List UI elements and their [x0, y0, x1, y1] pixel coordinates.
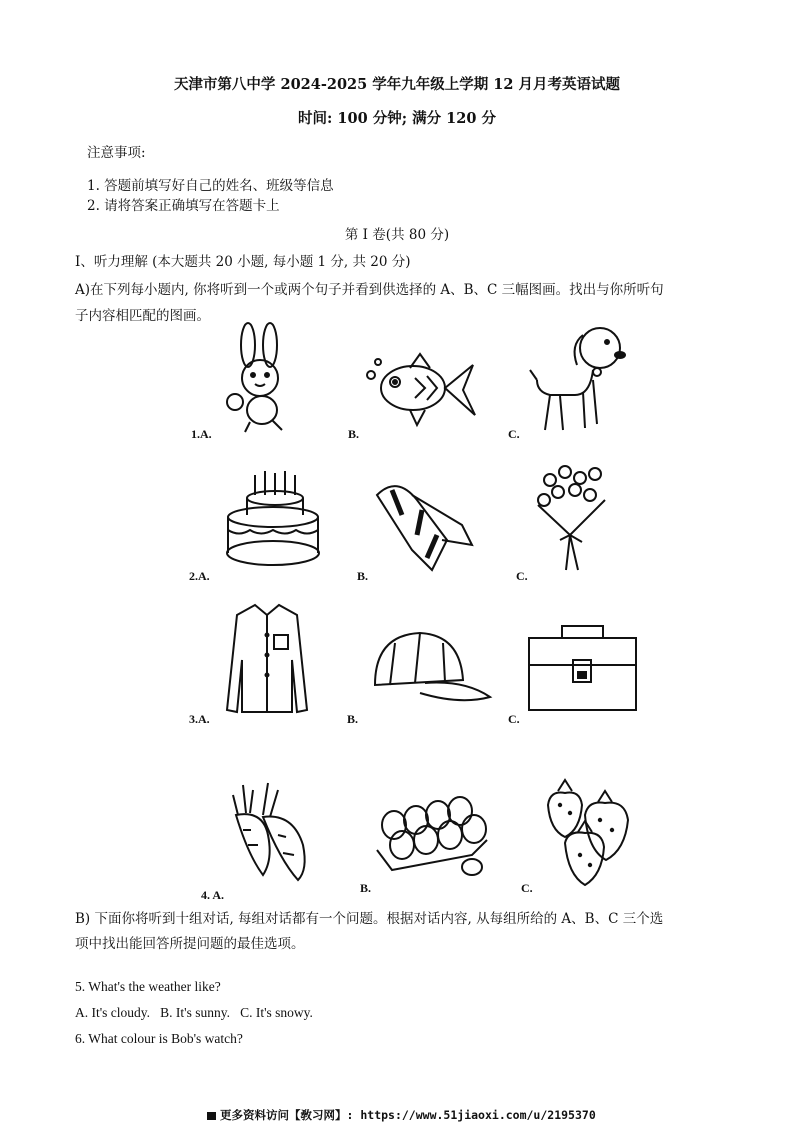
shirt-icon: [222, 600, 312, 715]
row2-label-b: B.: [357, 569, 369, 583]
fish-icon: [365, 350, 480, 430]
row3-label-a: 3.A.: [189, 712, 210, 726]
part-a-instruction-2: 子内容相匹配的图画。: [75, 308, 210, 324]
question-5-options: A. It's cloudy. B. It's sunny. C. It's snowy.: [75, 1005, 313, 1020]
birthday-cake-icon: [215, 465, 330, 570]
page-title: 天津市第八中学 2024-2025 学年九年级上学期 12 月月考英语试题: [173, 76, 621, 93]
row2-label-a: 2.A.: [189, 569, 210, 583]
section-heading: I、听力理解 (本大题共 20 小题, 每小题 1 分, 共 20 分): [75, 254, 411, 270]
part-b-instruction-2: 项中找出能回答所提问题的最佳选项。: [75, 936, 305, 952]
rabbit-icon: [220, 320, 300, 435]
row4-label-a: 4. A.: [201, 888, 225, 902]
footer-link[interactable]: 更多资料访问【敎习网】: https://www.51jiaoxi.com/u/2195370: [220, 1108, 596, 1122]
volume-heading: 第 I 卷(共 80 分): [344, 227, 450, 243]
row1-label-c: C.: [508, 427, 520, 441]
row4-label-b: B.: [360, 881, 372, 895]
notes-item-1: 1. 答题前填写好自己的姓名、班级等信息: [87, 178, 334, 194]
row4-label-c: C.: [521, 881, 533, 895]
notes-item-2: 2. 请将答案正确填写在答题卡上: [87, 198, 280, 214]
dog-icon: [525, 320, 640, 435]
row3-label-b: B.: [347, 712, 359, 726]
carrots-icon: [218, 775, 328, 885]
cap-icon: [365, 625, 495, 710]
row3-label-c: C.: [508, 712, 520, 726]
part-b-instruction-1: B) 下面你将听到十组对话, 每组对话都有一个问题。根据对话内容, 从每组所给的 A、B、C 三个选: [75, 911, 664, 927]
row2-label-c: C.: [516, 569, 528, 583]
flower-bouquet-icon: [530, 460, 620, 575]
question-6: 6. What colour is Bob's watch?: [75, 1031, 243, 1046]
part-a-instruction-1: A)在下列每小题内, 你将听到一个或两个句子并看到供选择的 A、B、C 三幅图画。找出与你所听句: [75, 282, 664, 298]
briefcase-icon: [525, 620, 640, 715]
footer: [207, 1107, 596, 1123]
eggs-icon: [372, 795, 492, 880]
notes-heading: 注意事项:: [87, 145, 146, 161]
page-subtitle: 时间: 100 分钟; 满分 120 分: [298, 110, 496, 127]
question-5: 5. What's the weather like?: [75, 979, 221, 994]
strawberries-icon: [540, 775, 645, 890]
row1-label-b: B.: [348, 427, 360, 441]
flag-icon: [207, 1112, 216, 1120]
row1-label-a: 1.A.: [191, 427, 212, 441]
scarf-icon: [372, 470, 482, 575]
